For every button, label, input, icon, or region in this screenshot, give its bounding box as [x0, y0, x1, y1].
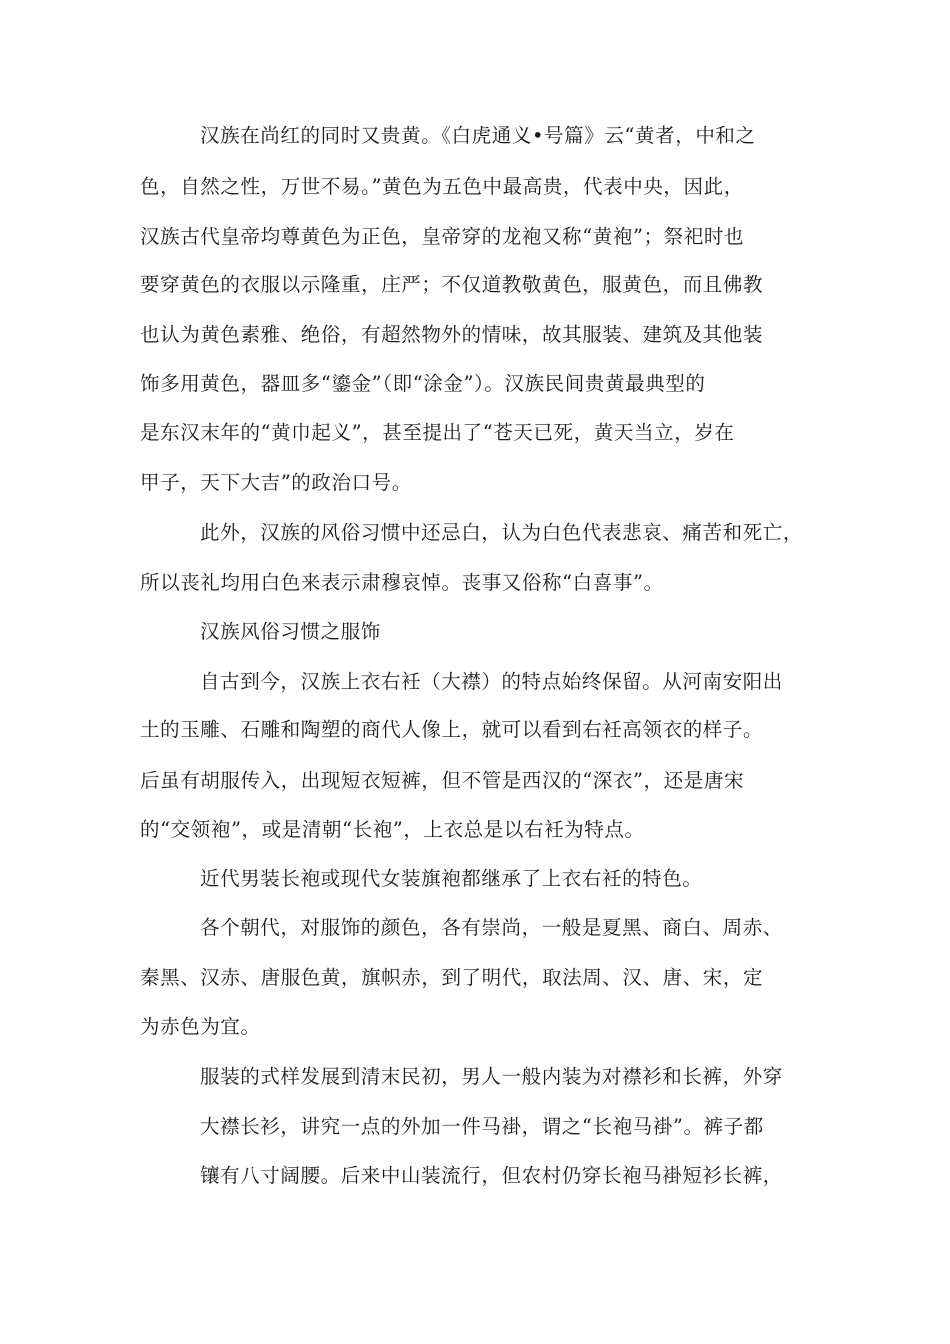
text-line: 甲子，天下大吉”的政治口号。: [140, 471, 412, 494]
text-line: 近代男装长袍或现代女装旗袍都继承了上衣右衽的特色。: [200, 867, 703, 890]
text-line: 饰多用黄色，器皿多“鎏金”（即“涂金”）。汉族民间贵黄最典型的: [140, 372, 706, 395]
text-line: 为赤色为宜。: [140, 1015, 261, 1038]
text-line: 也认为黄色素雅、绝俗，有超然物外的情味，故其服装、建筑及其他装: [140, 323, 764, 346]
text-line: 汉族古代皇帝均尊黄色为正色，皇帝穿的龙袍又称“黄袍”；祭祀时也: [140, 225, 745, 248]
text-line: 要穿黄色的衣服以示隆重，庄严；不仅道教敬黄色，服黄色，而且佛教: [140, 273, 764, 296]
text-line: 镶有八寸阔腰。后来中山装流行，但农村仍穿长袍马褂短衫长裤，: [200, 1164, 783, 1187]
text-line: 各个朝代，对服饰的颜色，各有崇尚，一般是夏黑、商白、周赤、: [200, 916, 783, 939]
text-line: 此外，汉族的风俗习惯中还忌白，认为白色代表悲哀、痛苦和死亡，: [200, 521, 804, 544]
text-line: 色，自然之性，万世不易。”黄色为五色中最高贵，代表中央，因此，: [140, 175, 744, 198]
text-line: 服装的式样发展到清末民初，男人一般内装为对襟衫和长裤，外穿: [200, 1065, 783, 1088]
text-line: 是东汉末年的“黄巾起义”，甚至提出了“苍天已死，黄天当立，岁在: [140, 421, 735, 444]
text-line: 大襟长衫，讲究一点的外加一件马褂，谓之“长袍马褂”。裤子都: [200, 1115, 764, 1138]
text-line: 所以丧礼均用白色来表示肃穆哀悼。丧事又俗称“白喜事”。: [140, 571, 664, 594]
text-line: 土的玉雕、石雕和陶塑的商代人像上，就可以看到右衽高领衣的样子。: [140, 718, 764, 741]
text-line: 秦黑、汉赤、唐服色黄，旗帜赤，到了明代，取法周、汉、唐、宋，定: [140, 966, 764, 989]
text-line: 自古到今，汉族上衣右衽（大襟）的特点始终保留。从河南安阳出: [200, 670, 783, 693]
text-line: 的“交领袍”，或是清朝“长袍”，上衣总是以右衽为特点。: [140, 818, 645, 841]
text-line: 汉族在尚红的同时又贵黄。《白虎通义•号篇》云“黄者，中和之: [200, 124, 756, 147]
text-line: 后虽有胡服传入，出现短衣短裤，但不管是西汉的“深衣”，还是唐宋: [140, 769, 745, 792]
section-heading: 汉族风俗习惯之服饰: [200, 620, 381, 643]
